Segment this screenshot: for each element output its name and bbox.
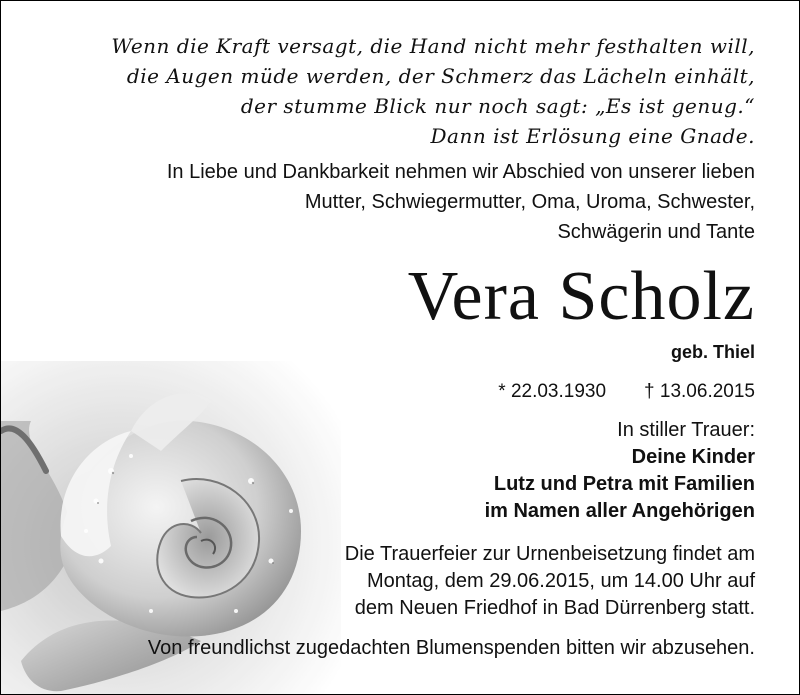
poem-line: Dann ist Erlösung eine Gnade. — [430, 124, 755, 148]
mourners — [485, 417, 755, 525]
intro-line: Mutter, Schwiegermutter, Oma, Uroma, Schwester, — [304, 191, 755, 213]
intro-line: Schwägerin und Tante — [557, 221, 755, 243]
mourner-name: Deine Kinder — [631, 446, 755, 468]
death-date: † 13.06.2015 — [644, 381, 755, 402]
mourner-name: Lutz und Petra mit Familien — [493, 473, 755, 495]
mourner-name: im Namen aller Angehörigen — [484, 500, 755, 522]
poem — [111, 31, 755, 151]
service-line: Die Trauerfeier zur Urnenbeisetzung findet am — [344, 543, 755, 565]
mourners-lead: In stiller Trauer: — [617, 419, 755, 441]
maiden-name: geb. Thiel — [670, 342, 755, 362]
service-line: Montag, dem 29.06.2015, um 14.00 Uhr auf — [366, 570, 755, 592]
closing-note: Von freundlichst zugedachten Blumenspenden bitten wir abzusehen. — [147, 637, 755, 659]
deceased-name: Vera Scholz — [407, 258, 755, 335]
intro-line: In Liebe und Dankbarkeit nehmen wir Abschied von unserer lieben — [166, 161, 755, 183]
service-info — [345, 541, 755, 622]
birth-date: * 22.03.1930 — [498, 381, 607, 402]
farewell-intro — [167, 157, 755, 247]
service-line: dem Neuen Friedhof in Bad Dürrenberg statt. — [354, 597, 755, 619]
poem-line: Wenn die Kraft versagt, die Hand nicht mehr festhalten will, — [111, 34, 755, 58]
life-dates — [498, 379, 755, 405]
poem-line: der stumme Blick nur noch sagt: „Es ist genug.“ — [240, 94, 755, 118]
poem-line: die Augen müde werden, der Schmerz das Lächeln einhält, — [126, 64, 755, 88]
